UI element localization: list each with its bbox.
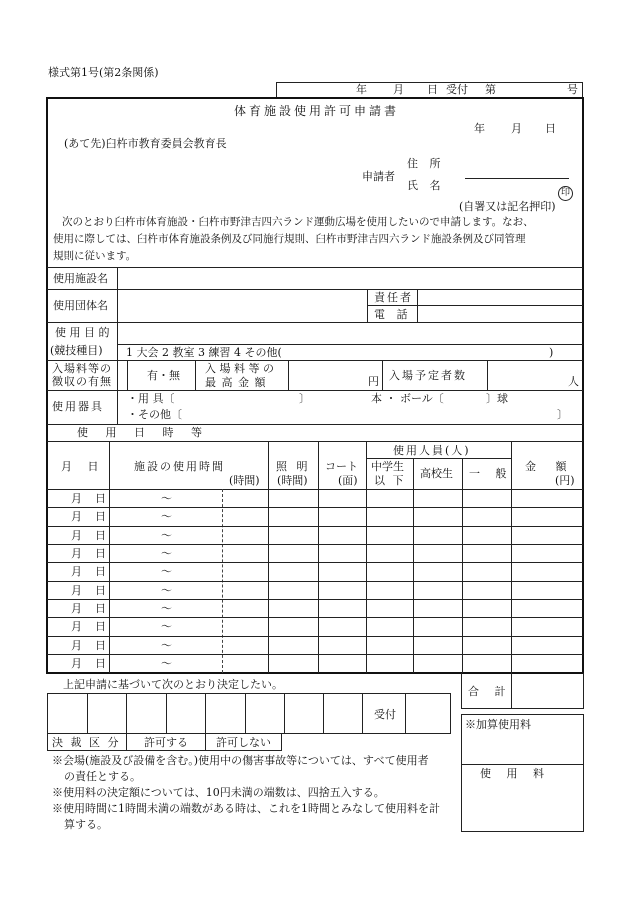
row-month: 月 bbox=[71, 602, 82, 616]
row-month: 月 bbox=[71, 583, 82, 597]
rule bbox=[47, 441, 583, 442]
rule bbox=[47, 489, 583, 490]
col-high: 高校生 bbox=[420, 467, 453, 480]
rule bbox=[47, 289, 583, 290]
rule bbox=[284, 693, 285, 734]
responsible-label: 責任者 bbox=[374, 291, 413, 304]
rule bbox=[205, 693, 206, 734]
table-row bbox=[47, 544, 583, 545]
max-fee-label: 入 場 料 等 の bbox=[205, 362, 274, 375]
table-row bbox=[47, 562, 583, 563]
rule bbox=[47, 390, 583, 391]
seal-mark-icon: 印 bbox=[558, 186, 573, 201]
rule bbox=[366, 441, 367, 673]
col-users: 使用人員(人) bbox=[393, 444, 471, 457]
date-year: 年 bbox=[474, 122, 485, 135]
row-time-tilde: 〜 bbox=[161, 510, 172, 524]
row-month: 月 bbox=[71, 565, 82, 579]
note-1: ※会場(施設及び設備を含む。)使用中の傷害事故等については、すべて使用者 bbox=[52, 754, 429, 767]
table-row bbox=[47, 617, 583, 618]
statement-line-2: 使用に際しては、臼杵市体育施設条例及び同施行規則、臼杵市野津吉四六ランド施設条例及び同管理 bbox=[53, 233, 526, 245]
fee-choice: 有・無 bbox=[147, 369, 180, 382]
row-day: 日 bbox=[95, 583, 106, 597]
receipt-label: 受付 bbox=[446, 83, 468, 96]
purpose-sub-label: (競技種目) bbox=[50, 344, 103, 357]
equip-ball: 本 ・ ボール〔 bbox=[371, 392, 444, 405]
equip-tools-close: 〕 bbox=[299, 392, 310, 405]
rule bbox=[47, 322, 583, 323]
table-row bbox=[47, 526, 583, 527]
table-row bbox=[47, 507, 583, 508]
col-court: コート bbox=[325, 460, 358, 473]
max-fee-label-2: 最 高 金 額 bbox=[205, 376, 267, 389]
row-day: 日 bbox=[95, 620, 106, 634]
statement-line-3: 規則に従います。 bbox=[53, 250, 137, 262]
date-month: 月 bbox=[511, 122, 522, 135]
expected-label: 入場予定者数 bbox=[389, 369, 467, 382]
form-number: 様式第1号(第2条関係) bbox=[48, 66, 159, 79]
receipt-day: 日 bbox=[427, 83, 438, 96]
applicant-address-label: 住 所 bbox=[407, 157, 445, 170]
row-time-tilde: 〜 bbox=[161, 620, 172, 634]
statement-line-1: 次のとおり臼杵市体育施設・臼杵市野津吉四六ランド運動広場を使用したいので申請します。なお、 bbox=[62, 216, 534, 228]
col-amount: 金 額 bbox=[525, 460, 575, 473]
row-month: 月 bbox=[71, 510, 82, 524]
note-3b: 算する。 bbox=[64, 818, 108, 831]
group-label: 使用団体名 bbox=[53, 299, 108, 312]
col-junior: 中学生 bbox=[371, 460, 404, 473]
total-label: 合 計 bbox=[468, 685, 512, 698]
row-day: 日 bbox=[95, 638, 106, 652]
phone-label: 電 話 bbox=[374, 308, 412, 321]
row-time-tilde: 〜 bbox=[161, 565, 172, 579]
col-junior-2: 以 下 bbox=[374, 474, 406, 487]
rule bbox=[288, 360, 289, 390]
rule bbox=[367, 305, 583, 306]
receipt-month: 月 bbox=[393, 83, 404, 96]
surcharge-label: ※加算使用料 bbox=[465, 718, 531, 731]
equip-ball-close: 〕球 bbox=[486, 392, 508, 405]
rule bbox=[117, 344, 583, 345]
rule bbox=[245, 693, 246, 734]
purpose-label: 使 用 目 的 bbox=[55, 326, 110, 339]
decision-intro: 上記申請に基づいて次のとおり決定したい。 bbox=[63, 678, 283, 691]
rule bbox=[117, 267, 118, 424]
row-day: 日 bbox=[95, 602, 106, 616]
row-month: 月 bbox=[71, 657, 82, 671]
receipt-no-prefix: 第 bbox=[485, 83, 496, 96]
persons-unit: 人 bbox=[568, 375, 579, 388]
rule bbox=[323, 693, 324, 734]
row-time-tilde: 〜 bbox=[161, 638, 172, 652]
rule bbox=[127, 360, 128, 390]
col-amount-unit: (円) bbox=[555, 474, 575, 487]
rule bbox=[382, 360, 383, 390]
row-time-tilde: 〜 bbox=[161, 657, 172, 671]
rule bbox=[417, 289, 418, 322]
rule bbox=[405, 693, 406, 734]
rule bbox=[47, 424, 583, 425]
facility-label: 使用施設名 bbox=[53, 272, 108, 285]
table-row bbox=[47, 599, 583, 600]
applicant-label: 申請者 bbox=[362, 170, 395, 183]
fee-label: 入場料等の bbox=[52, 362, 112, 375]
rule bbox=[461, 764, 584, 765]
rule bbox=[367, 289, 368, 322]
equip-other: ・その他〔 bbox=[127, 408, 182, 421]
applicant-name-label: 氏 名 bbox=[407, 179, 445, 192]
rule bbox=[126, 733, 127, 751]
col-monthday: 月 日 bbox=[61, 460, 105, 473]
decision-receipt: 受付 bbox=[374, 708, 396, 721]
form-title: 体育施設使用許可申請書 bbox=[234, 104, 400, 118]
rule bbox=[126, 693, 127, 734]
rule bbox=[487, 360, 488, 390]
row-day: 日 bbox=[95, 657, 106, 671]
row-time-tilde: 〜 bbox=[161, 602, 172, 616]
col-time-unit: (時間) bbox=[229, 474, 260, 487]
col-time: 施設の使用時間 bbox=[134, 460, 225, 473]
table-row bbox=[47, 654, 583, 655]
rule bbox=[268, 441, 269, 673]
purpose-options: 1 大会 2 教室 3 練習 4 その他( bbox=[126, 346, 282, 359]
rule bbox=[47, 267, 583, 268]
rule bbox=[362, 693, 363, 734]
rule bbox=[87, 693, 88, 734]
row-time-tilde: 〜 bbox=[161, 583, 172, 597]
row-time-tilde: 〜 bbox=[161, 528, 172, 542]
row-day: 日 bbox=[95, 528, 106, 542]
fee-label-2: 徴収の有無 bbox=[52, 375, 112, 388]
note-1b: の責任とする。 bbox=[64, 770, 141, 783]
row-day: 日 bbox=[95, 492, 106, 505]
row-day: 日 bbox=[95, 510, 106, 524]
row-day: 日 bbox=[95, 547, 106, 561]
note-3: ※使用時間に1時間未満の端数がある時は、これを1時間とみなして使用料を計 bbox=[52, 802, 440, 815]
usage-fee-label: 使 用 料 bbox=[480, 767, 550, 780]
col-light-unit: (時間) bbox=[277, 474, 308, 487]
signature-note: (自署又は記名押印) bbox=[459, 200, 556, 213]
receipt-no-suffix: 号 bbox=[567, 83, 578, 96]
deny-option[interactable]: 許可しない bbox=[216, 736, 271, 749]
col-general: 一 般 bbox=[469, 467, 513, 480]
note-2: ※使用料の決定額については、10円未満の端数は、四捨五入する。 bbox=[52, 786, 385, 799]
equipment-label: 使用器具 bbox=[52, 400, 104, 413]
datetime-section-label: 使 用 日 時 等 bbox=[77, 426, 209, 439]
table-row bbox=[47, 581, 583, 582]
name-underline bbox=[465, 178, 569, 179]
receipt-year: 年 bbox=[356, 83, 367, 96]
purpose-close-paren: ) bbox=[549, 346, 554, 359]
row-month: 月 bbox=[71, 528, 82, 542]
rule bbox=[462, 458, 463, 673]
rule bbox=[109, 441, 110, 673]
row-month: 月 bbox=[71, 620, 82, 634]
row-day: 日 bbox=[95, 565, 106, 579]
col-court-unit: (面) bbox=[338, 474, 358, 487]
rule bbox=[413, 458, 414, 673]
rule bbox=[318, 441, 319, 673]
row-time-tilde: 〜 bbox=[161, 492, 172, 505]
col-light: 照 明 bbox=[276, 460, 311, 473]
date-day: 日 bbox=[545, 122, 556, 135]
equip-tools: ・用 具〔 bbox=[127, 392, 175, 405]
table-row bbox=[47, 636, 583, 637]
rule bbox=[366, 458, 511, 459]
rule bbox=[195, 360, 196, 390]
equip-other-close: 〕 bbox=[557, 408, 568, 421]
row-time-tilde: 〜 bbox=[161, 547, 172, 561]
row-month: 月 bbox=[71, 492, 82, 505]
rule bbox=[166, 693, 167, 734]
decision-category-label: 決 裁 区 分 bbox=[52, 736, 121, 749]
row-month: 月 bbox=[71, 547, 82, 561]
row-month: 月 bbox=[71, 638, 82, 652]
yen-unit: 円 bbox=[368, 375, 379, 388]
permit-option[interactable]: 許可する bbox=[144, 736, 188, 749]
rule bbox=[205, 733, 206, 751]
addressee: (あて先)臼杵市教育委員会教育長 bbox=[64, 137, 227, 150]
